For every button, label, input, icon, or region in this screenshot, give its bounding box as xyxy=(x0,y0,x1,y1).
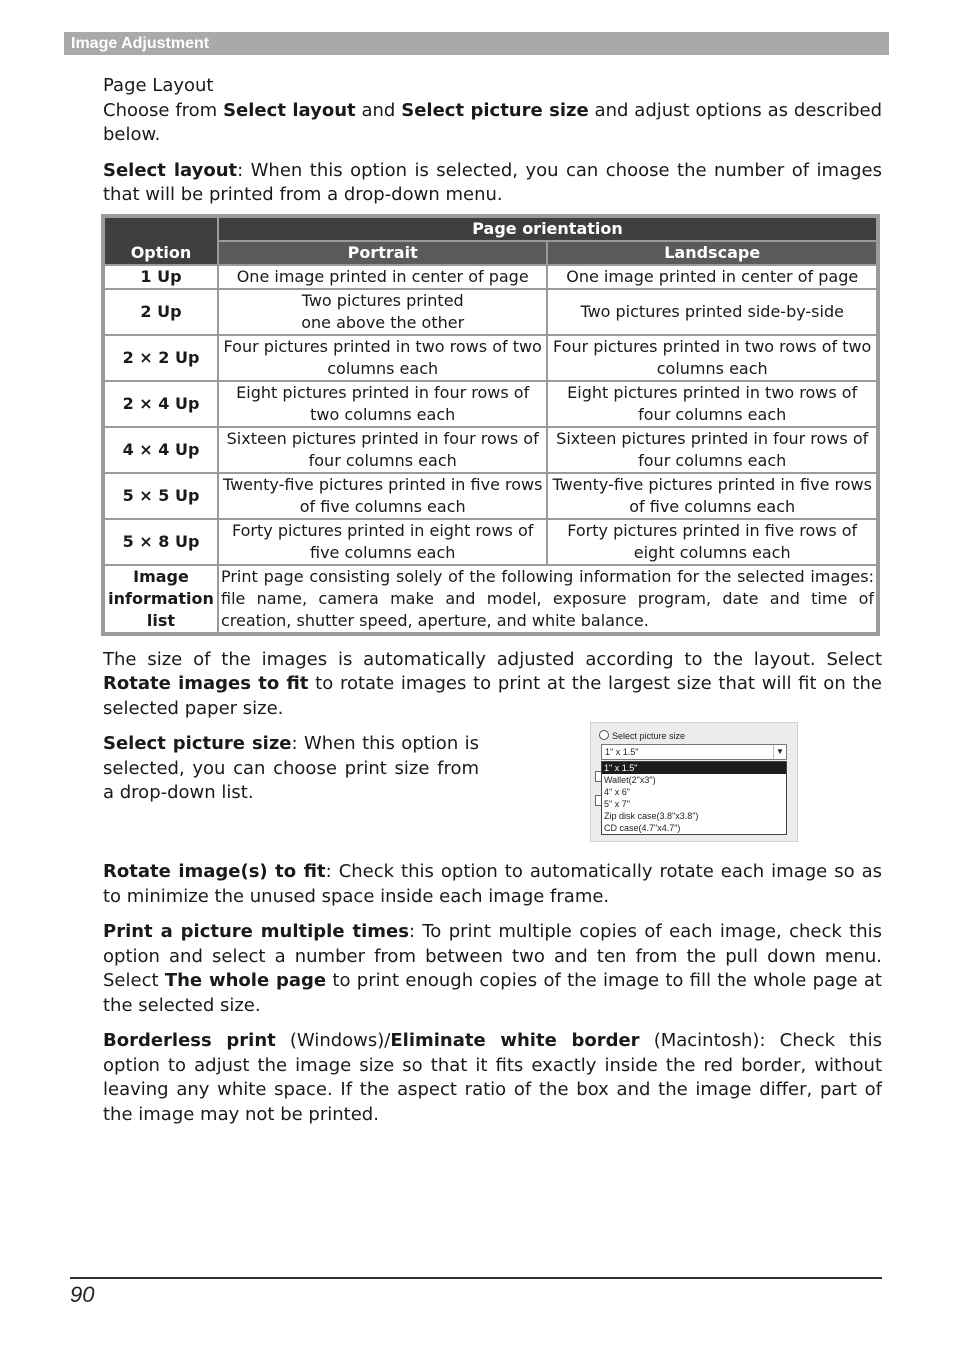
select-layout-text: : When this option is selected, you can choose the number of images that will be printed from a drop-down menu. xyxy=(103,159,882,205)
list-item: Wallet(2"x3") xyxy=(604,775,656,785)
intro-select-layout-term: Select layout xyxy=(223,99,356,121)
portrait-cell: Eight pictures printed in four rows of two columns each xyxy=(219,382,546,426)
list-item: 1" x 1.5" xyxy=(602,762,786,774)
table-row xyxy=(105,382,876,426)
rotate-text: : Check this option to automatically rotate each image so as to minimize the unused space inside each image frame. xyxy=(103,861,882,907)
section-header-title: Image Adjustment xyxy=(71,35,210,52)
landscape-cell: Forty pictures printed in five rows of eight columns each xyxy=(548,520,876,564)
image-information-description-cell: Print page consisting solely of the following information for the selected images: file name, camera make and model, exposure program, date and time of creation, shutter speed, aperture, and white balance. xyxy=(220,566,874,630)
multiple-times-text-2: to print enough copies of the image to fill the whole page at the selected size. xyxy=(103,970,882,1016)
intro-text-2: and xyxy=(355,99,402,121)
column-header-landscape: Landscape xyxy=(548,242,876,264)
chevron-down-icon: ▼ xyxy=(773,745,786,759)
picture-size-dropdown-screenshot xyxy=(590,722,798,842)
page-content xyxy=(103,74,882,1138)
landscape-cell: Twenty-five pictures printed in five rows of five columns each xyxy=(548,474,876,518)
select-picture-size-text: : When this option is selected, you can choose print size from a drop-down list. xyxy=(103,733,480,803)
multiple-times-paragraph xyxy=(103,920,882,1018)
rotate-images-to-fit-term: Rotate images to fit xyxy=(103,673,309,694)
borderless-text-2: (Macintosh): Check this option to adjust the image size so that it fits exactly inside the red border, without leaving any white space. If the aspect ratio of the box and the image differ, part of the image may not be printed. xyxy=(103,1030,882,1125)
column-header-portrait: Portrait xyxy=(219,242,546,264)
option-cell: 2 × 4 Up xyxy=(105,382,217,426)
landscape-cell: Two pictures printed side-by-side xyxy=(548,290,876,334)
table-header-row xyxy=(105,218,876,240)
table-row-image-information-list xyxy=(105,566,876,632)
option-cell: 2 Up xyxy=(105,290,217,334)
layout-options-table xyxy=(101,214,880,636)
footer-divider xyxy=(70,1277,882,1279)
picture-size-radio-label xyxy=(599,730,685,742)
landscape-cell: One image printed in center of page xyxy=(548,266,876,288)
eliminate-white-border-term: Eliminate white border xyxy=(390,1030,640,1051)
page-layout-heading: Page Layout xyxy=(103,75,214,96)
column-header-page-orientation: Page orientation xyxy=(219,218,876,240)
landscape-cell: Sixteen pictures printed in four rows of four columns each xyxy=(548,428,876,472)
portrait-cell: Four pictures printed in two rows of two columns each xyxy=(219,336,546,380)
landscape-cell: Eight pictures printed in two rows of four columns each xyxy=(548,382,876,426)
multiple-times-term: Print a picture multiple times xyxy=(103,921,409,942)
list-item: 4" x 6" xyxy=(604,787,630,797)
picture-size-selected-value: 1" x 1.5" xyxy=(605,747,639,757)
rotate-paragraph xyxy=(103,860,882,909)
select-picture-size-term: Select picture size xyxy=(103,733,292,754)
table-row xyxy=(105,520,876,564)
borderless-print-term: Borderless print xyxy=(103,1030,276,1051)
picture-size-options-list xyxy=(601,761,787,835)
picture-size-label-text: Select picture size xyxy=(612,731,686,741)
table-row xyxy=(105,290,876,334)
table-row xyxy=(105,428,876,472)
size-note-text-1: The size of the images is automatically adjusted according to the layout. Select xyxy=(103,648,882,670)
option-cell: Image information list xyxy=(105,566,217,632)
portrait-cell: Twenty-five pictures printed in five rows of five columns each xyxy=(219,474,546,518)
landscape-cell: Four pictures printed in two rows of two columns each xyxy=(548,336,876,380)
portrait-cell: One image printed in center of page xyxy=(219,266,546,288)
intro-select-picture-size-term: Select picture size xyxy=(401,99,589,121)
radio-icon xyxy=(599,730,609,740)
list-item: 5" x 7" xyxy=(604,799,630,809)
table-subheader-row xyxy=(105,242,876,264)
option-cell: 5 × 8 Up xyxy=(105,520,217,564)
portrait-cell: Sixteen pictures printed in four rows of four columns each xyxy=(219,428,546,472)
intro-paragraph xyxy=(103,99,882,148)
option-cell: 5 × 5 Up xyxy=(105,474,217,518)
intro-text-3: and adjust options as described below. xyxy=(103,99,883,145)
portrait-cell: Forty pictures printed in eight rows of five columns each xyxy=(219,520,546,564)
multiple-times-text-1: : To print multiple copies of each image, check this option and select a number from between two and ten from the pull down menu. Select xyxy=(103,921,882,991)
select-layout-term: Select layout xyxy=(103,159,238,181)
select-layout-paragraph xyxy=(103,159,882,208)
rotate-term: Rotate image(s) to fit xyxy=(103,861,326,882)
size-note-paragraph xyxy=(103,648,882,722)
select-picture-size-paragraph xyxy=(103,732,479,806)
page-number: 90 xyxy=(70,1282,95,1307)
intro-text-1: Choose from xyxy=(103,99,224,121)
portrait-cell: Two pictures printed one above the other xyxy=(219,290,546,334)
table-row xyxy=(105,474,876,518)
option-cell: 1 Up xyxy=(105,266,217,288)
section-header-bar xyxy=(64,32,889,55)
size-note-text-2: to rotate images to print at the largest size that will fit on the selected paper size. xyxy=(103,673,882,719)
column-header-option: Option xyxy=(105,218,217,264)
list-item: Zip disk case(3.8"x3.8") xyxy=(604,811,699,821)
picture-size-select xyxy=(601,744,787,760)
list-item: CD case(4.7"x4.7") xyxy=(604,823,681,833)
select-picture-size-section xyxy=(103,732,882,860)
table-row xyxy=(105,336,876,380)
table-row xyxy=(105,266,876,288)
borderless-text-1: (Windows)/ xyxy=(275,1030,391,1051)
borderless-paragraph xyxy=(103,1029,882,1127)
option-cell: 4 × 4 Up xyxy=(105,428,217,472)
option-cell: 2 × 2 Up xyxy=(105,336,217,380)
whole-page-term: The whole page xyxy=(164,970,327,991)
